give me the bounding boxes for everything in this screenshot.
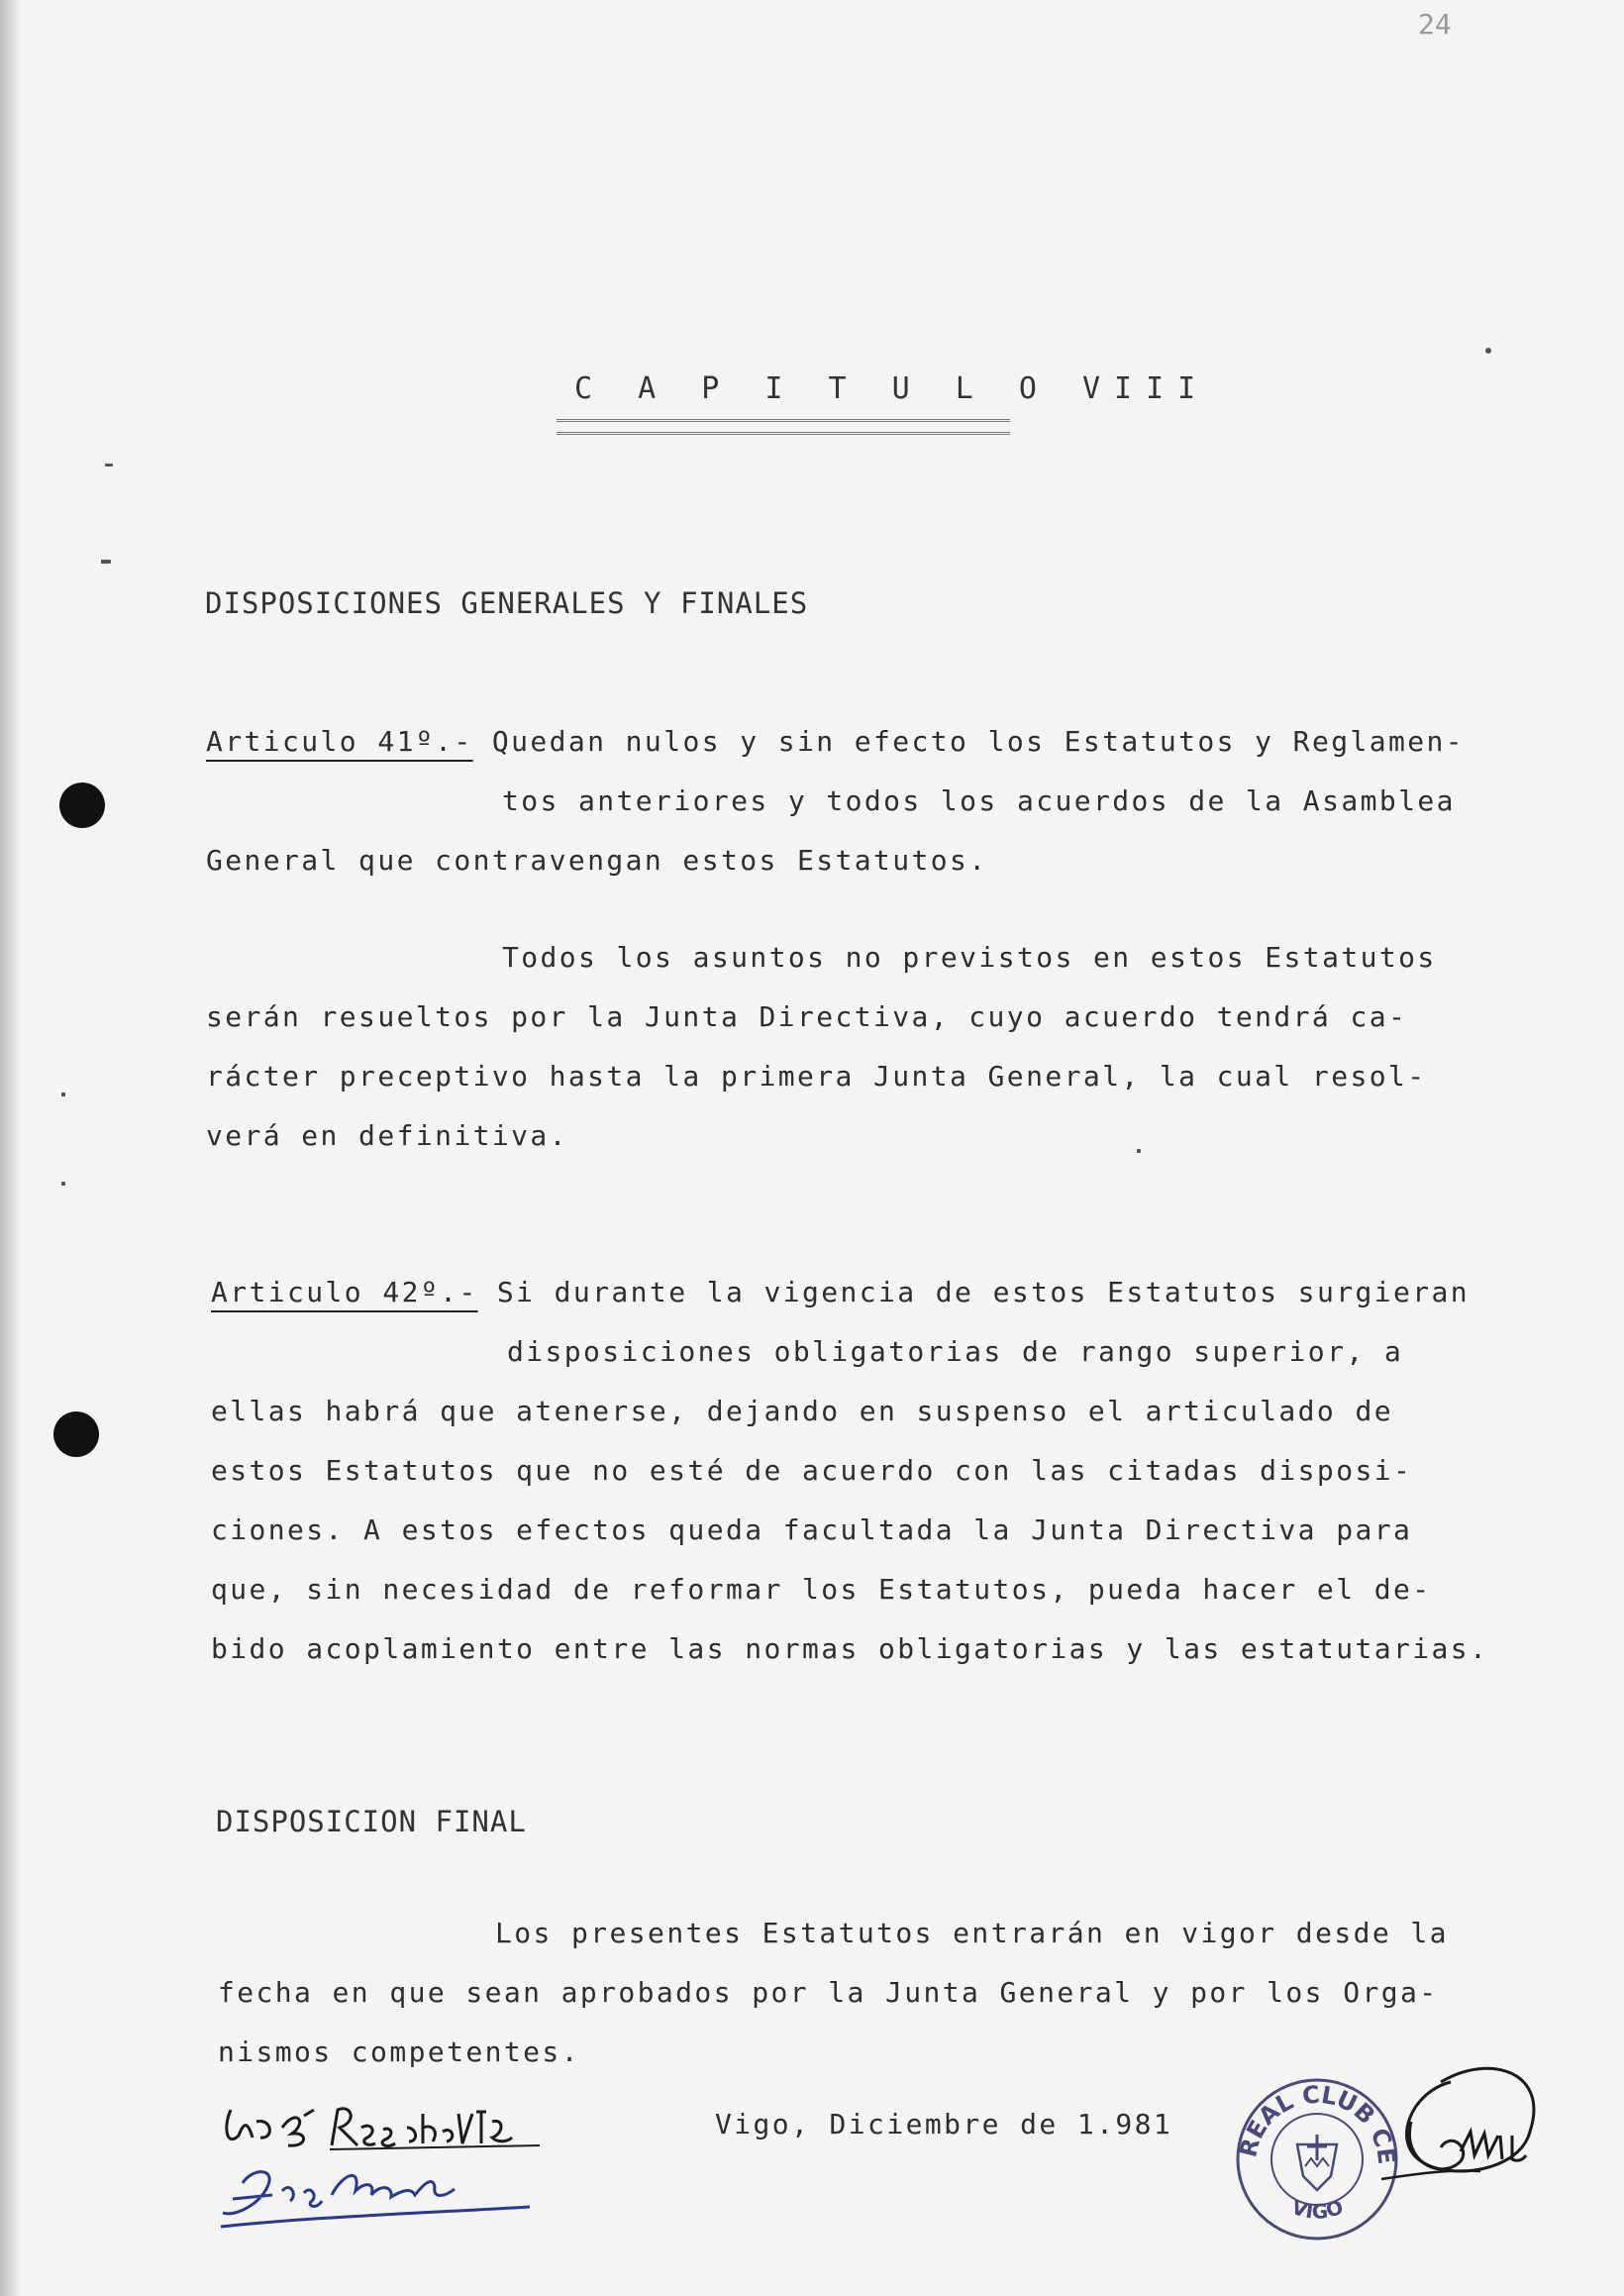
article-41-label: Articulo 41º.-: [206, 725, 473, 758]
signature-right: [1381, 2052, 1560, 2211]
chapter-title-underline: [557, 419, 1010, 435]
article-42-label: Articulo 42º.-: [211, 1276, 478, 1308]
club-stamp: [1218, 2043, 1406, 2244]
article-41-line: tos anteriores y todos los acuerdos de la Asamblea: [502, 784, 1456, 817]
article-41-first-line: [206, 725, 1465, 758]
section-heading-general: DISPOSICIONES GENERALES Y FINALES: [205, 586, 809, 620]
page-number: 24: [1418, 8, 1452, 41]
article-42-line: bido acoplamiento entre las normas obligatorias y las estatutarias.: [211, 1632, 1489, 1665]
final-disposition-line: fecha en que sean aprobados por la Junta General y por los Orga-: [218, 1976, 1439, 2009]
final-disposition-line: Los presentes Estatutos entrarán en vigor desde la: [495, 1917, 1449, 1949]
final-disposition-line: nismos competentes.: [218, 2035, 580, 2068]
article-42-line: estos Estatutos que no esté de acuerdo con las citadas disposi-: [211, 1454, 1413, 1487]
section-heading-final: DISPOSICION FINAL: [216, 1805, 527, 1838]
punch-hole-bottom: [53, 1411, 99, 1457]
scan-edge-shadow: [0, 0, 22, 2296]
article-41-line: Quedan nulos y sin efecto los Estatutos y Reglamen-: [491, 725, 1466, 758]
article-41-line: General que contravengan estos Estatutos.: [206, 844, 988, 877]
scan-speck: [1485, 348, 1491, 354]
article-41-paragraph-line: verá en definitiva.: [206, 1119, 568, 1152]
article-42-line: disposiciones obligatorias de rango superior, a: [507, 1335, 1404, 1368]
article-41-paragraph-line: rácter preceptivo hasta la primera Junta General, la cual resol-: [206, 1060, 1427, 1093]
scan-speck: [1137, 1149, 1141, 1153]
article-42-line: ellas habrá que atenerse, dejando en suspenso el articulado de: [211, 1395, 1393, 1427]
article-42-line: Si durante la vigencia de estos Estatutos surgieran: [496, 1276, 1471, 1308]
stamp-top-text: REAL CLUB CELTA: [1218, 2043, 1401, 2166]
place-date: Vigo, Diciembre de 1.981: [715, 2108, 1173, 2140]
punch-hole-top: [59, 783, 105, 828]
article-42-first-line: [211, 1276, 1470, 1308]
scan-speck: [61, 1093, 65, 1096]
article-41-paragraph-line: serán resueltos por la Junta Directiva, cuyo acuerdo tendrá ca-: [206, 1000, 1408, 1033]
scan-speck: [105, 464, 113, 467]
scan-speck: [101, 560, 111, 564]
article-42-line: ciones. A estos efectos queda facultada la Junta Directiva para: [211, 1513, 1413, 1546]
signature-left: [213, 2088, 550, 2246]
stamp-bottom-text: VIGO: [1288, 2194, 1347, 2224]
article-42-line: que, sin necesidad de reformar los Estatutos, pueda hacer el de-: [211, 1573, 1432, 1606]
scan-speck: [61, 1182, 65, 1186]
chapter-title: C A P I T U L O VIII: [574, 371, 1210, 406]
article-41-paragraph-line: Todos los asuntos no previstos en estos Estatutos: [502, 941, 1437, 974]
